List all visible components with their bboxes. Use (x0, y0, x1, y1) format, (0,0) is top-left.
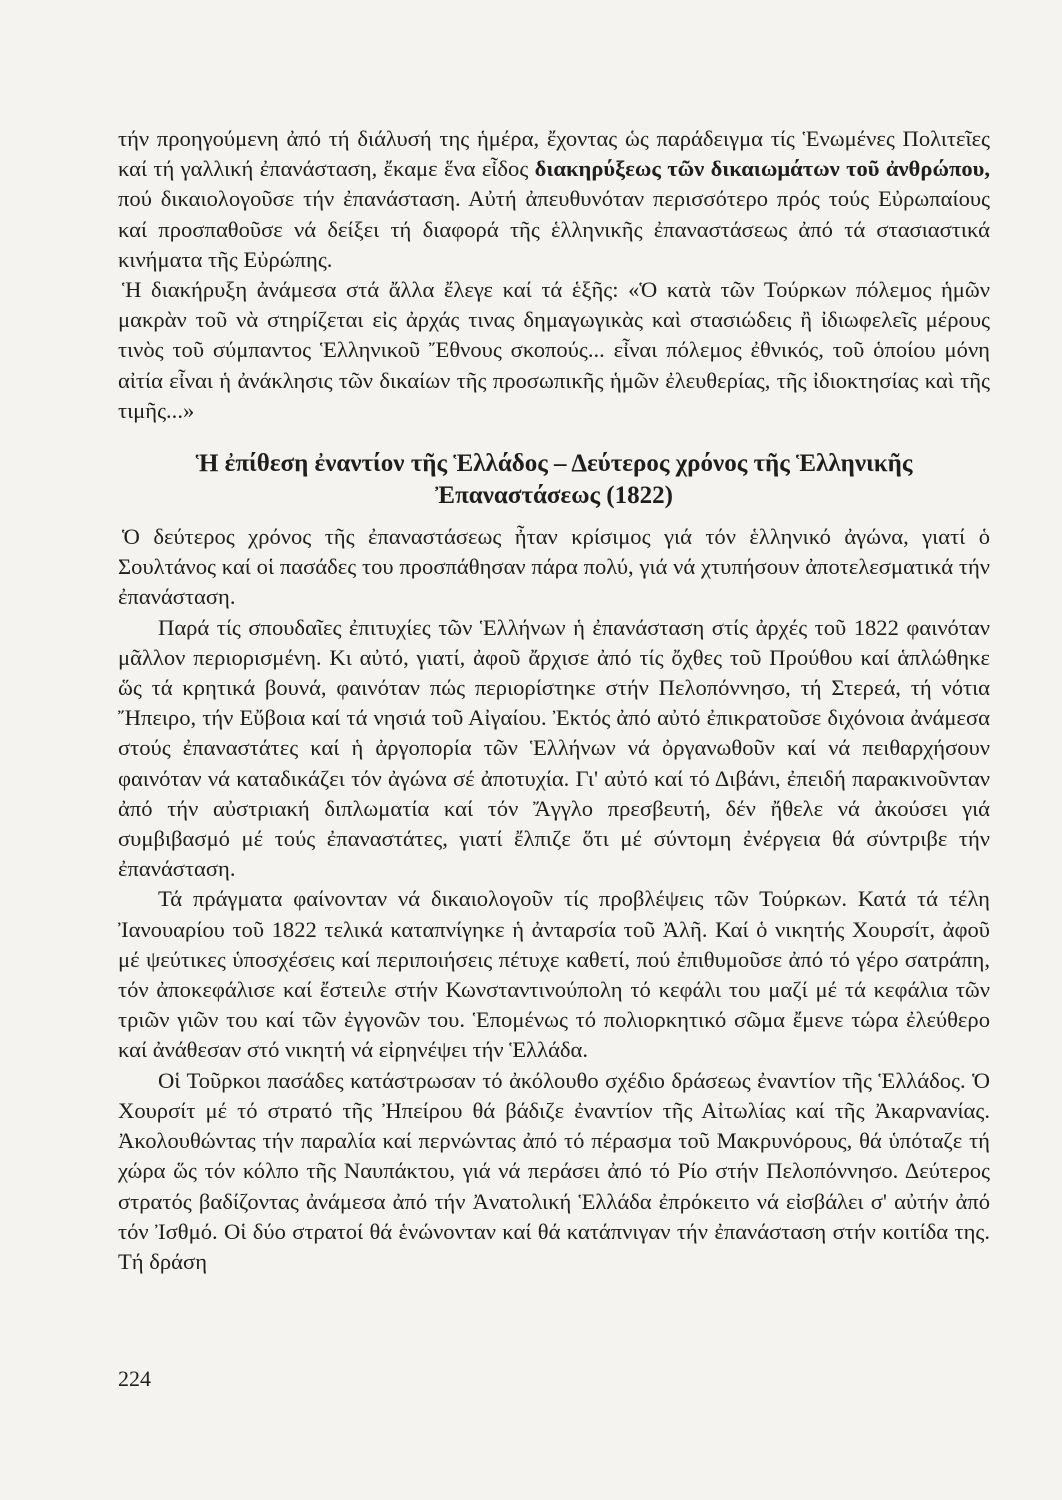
paragraph-turkish-plan: Οἱ Τοῦρκοι πασάδες κατάστρωσαν τό ἀκόλουθο σχέδιο δράσεως ἐναντίον τῆς Ἑλλάδος. Ὁ Χουρσίτ μέ τό στρατό τῆς Ἠπείρου θά βάδιζε ἐναντίον τῆς Αἰτωλίας καί τῆς Ἀκαρνανίας. Ἀκολουθώντας τήν παραλία καί περνώντας ἀπό τό πέρασμα τοῦ Μακρυνόρους, θά ὑπόταζε τή χώρα ὥς τόν κόλπο τῆς Ναυπάκτου, γιά νά περάσει ἀπό τό Ρίο στήν Πελοπόννησο. Δεύτερος στρατός βαδίζοντας ἀνάμεσα ἀπό τήν Ἀνατολική Ἑλλάδα ἐπρόκειτο νά εἰσβάλει σ' αὐτήν ἀπό τόν Ἰσθμό. Οἱ δύο στρατοί θά ἑνώνονταν καί θά κατάπνιγαν τήν ἐπανάσταση στήν κοιτίδα της. Τή δράση (118, 1067, 990, 1274)
paragraph-limited-revolution: Παρά τίς σπουδαῖες ἐπιτυχίες τῶν Ἑλλήνων ἡ ἐπανάσταση στίς ἀρχές τοῦ 1822 φαινόταν μᾶλλον περιορισμένη. Κι αὐτό, γιατί, ἀφοῦ ἄρχισε ἀπό τίς ὄχθες τοῦ Προύθου καί ἁπλώθηκε ὥς τά κρητικά βουνά, φαινόταν πώς περιορίστηκε στήν Πελοπόννησο, τή Στερεά, τή νότια Ἤπειρο, τήν Εὔβοια καί τά νησιά τοῦ Αἰγαίου. Ἐκτός ἀπό αὐτό ἐπικρατοῦσε διχόνοια ἀνάμεσα στούς ἐπαναστάτες καί ἡ ἀργοπορία τῶν Ἑλλήνων νά ὀργανωθοῦν καί νά πειθαρχήσουν φαινόταν νά καταδικάζει τόν ἀγώνα σέ ἀποτυχία. Γι' αὐτό καί τό Διβάνι, ἐπειδή παρακινοῦνταν ἀπό τήν αὐστριακή διπλωματία καί τόν Ἄγγλο πρεσβευτή, δέν ἤθελε νά ἀκούσει γιά συμβιβασμό μέ τούς ἐπαναστάτες, γιατί ἔλπιζε ὅτι μέ σύντομη ἐνέργεια θά σύντριβε τήν ἐπανάσταση. (118, 614, 990, 882)
paragraph-text-before-bold: τήν προηγούμενη ἀπό τή διάλυσή της ἡμέρα, ἔχοντας ὡς παράδειγμα τίς Ἑνωμένες Πολιτεῖες καί τή γαλλική ἐπανάσταση, ἔκαμε ἕνα εἶδος (118, 126, 990, 182)
section-heading (118, 448, 990, 512)
paragraph-declaration-quote: Ἡ διακήρυξη ἀνάμεσα στά ἄλλα ἔλεγε καί τά ἑξῆς: «Ὁ κατὰ τῶν Τούρκων πόλεμος ἡμῶν μακρὰν τοῦ νὰ στηρίζεται εἰς ἀρχάς τινας δημαγωγικὰς καὶ στασιώδεις ἢ ἰδιωφελεῖς μέρους τινὸς τοῦ σύμπαντος Ἑλληνικοῦ Ἔθνους σκοπούς... εἶναι πόλεμος ἐθνικός, τοῦ ὁποίου μόνη αἰτία εἶναι ἡ ἀνάκλησις τῶν δικαίων τῆς προσωπικῆς ἡμῶν ἐλευθερίας, τῆς ἰδιοκτησίας καὶ τῆς τιμῆς...» (118, 277, 990, 423)
paragraph-turkish-predictions: Τά πράγματα φαίνονταν νά δικαιολογοῦν τίς προβλέψεις τῶν Τούρκων. Κατά τά τέλη Ἰανουαρίου τοῦ 1822 τελικά καταπνίγηκε ἡ ἀνταρσία τοῦ Ἀλῆ. Καί ὁ νικητής Χουρσίτ, ἀφοῦ μέ ψεύτικες ὑποσχέσεις καί περιποιήσεις πέτυχε καθετί, πού ἐπιθυμοῦσε ἀπό τό γέρο σατράπη, τόν ἀποκεφάλισε καί ἔστειλε στήν Κωνσταντινούπολη τό κεφάλι του μαζί μέ τά κεφάλια τῶν τριῶν γιῶν του καί τῶν ἐγγονῶν του. Ἑπομένως τό πολιορκητικό σῶμα ἔμενε τώρα ἐλεύθερο καί ἀνάθεσαν στό νικητή νά εἰρηνέψει τήν Ἑλλάδα. (118, 886, 990, 1063)
bold-phrase-rights-of-man: διακηρύξεως τῶν δικαιωμάτων τοῦ ἀνθρώπου, (534, 156, 991, 182)
paragraph-second-year: Ὁ δεύτερος χρόνος τῆς ἐπαναστάσεως ἦταν κρίσιμος γιά τόν ἑλληνικό ἀγώνα, γιατί ὁ Σουλτάνος καί οἱ πασάδες του προσπάθησαν πάρα πολύ, γιά νά χτυπήσουν ἀποτελεσματικά τήν ἐπανάσταση. (118, 524, 990, 610)
paragraph-text-after-bold: πού δικαιολογοῦσε τήν ἐπανάσταση. Αὐτή ἀπευθυνόταν περισσότερο πρός τούς Εὐρωπαίους καί προσπαθοῦσε νά δείξει τή διαφορά τῆς ἑλληνικῆς ἐπαναστάσεως ἀπό τά στασιαστικά κινήματα τῆς Εὐρώπης. (118, 186, 990, 272)
section-heading-line-2: Ἐπαναστάσεως (1822) (435, 482, 673, 510)
page-number: 224 (118, 1366, 151, 1391)
page-text-block (118, 124, 990, 1277)
section-heading-line-1: Ἡ ἐπίθεση ἐναντίον τῆς Ἑλλάδος – Δεύτερος χρόνος τῆς Ἑλληνικῆς (195, 450, 913, 478)
paragraph-declaration-intro (118, 124, 990, 275)
